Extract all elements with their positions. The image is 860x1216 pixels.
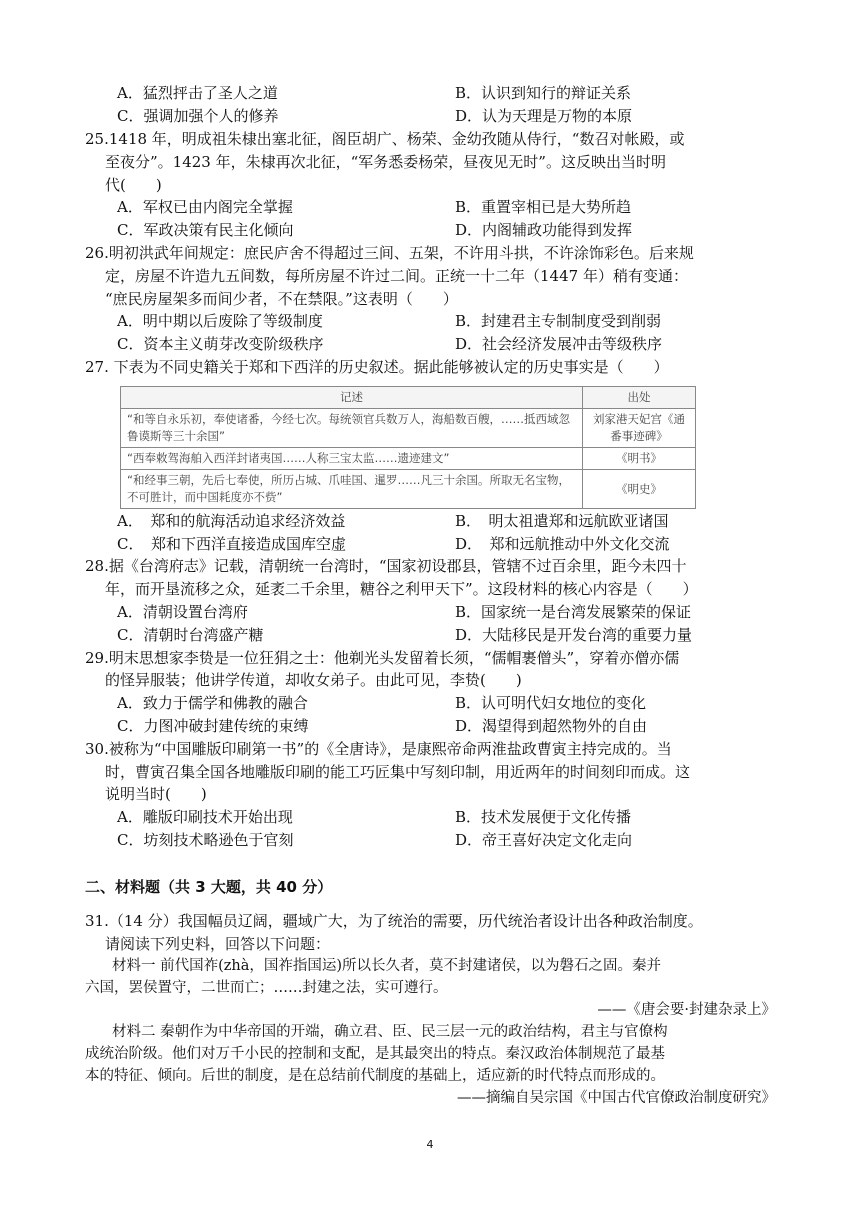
q30-option-a: A．雕版印刷技术开始出现	[117, 808, 293, 826]
q24-option-d: D．认为天理是万物的本原	[455, 107, 633, 125]
q30-stem-line3: 说明当时( )	[105, 785, 207, 803]
material-2-line1: 材料二 秦朝作为中华帝国的开端，确立君、臣、民三层一元的政治结构，君主与官僚构	[112, 1024, 668, 1040]
q30-option-d: D．帝王喜好决定文化走向	[455, 831, 633, 849]
table-cell-source: 《明史》	[583, 470, 696, 509]
q28-stem-line1: 28.据《台湾府志》记载，清朝统一台湾时，“国家初设郡县，管辖不过百余里，距今未四十	[85, 557, 687, 575]
table-cell-source: 《明书》	[583, 448, 696, 470]
q28-option-b: B．国家统一是台湾发展繁荣的保证	[455, 603, 692, 621]
section-title: 二、材料题（共 3 大题，共 40 分）	[85, 878, 333, 896]
q25-stem-line3: 代( )	[105, 176, 162, 194]
table-header-record: 记述	[121, 387, 583, 409]
material-2-line2: 成统治阶级。他们对万千小民的控制和支配，是其最突出的特点。秦汉政治体制规范了最基	[85, 1046, 665, 1062]
q26-stem-line3: “庶民房屋架多而间少者，不在禁限。”这表明（ ）	[105, 290, 458, 308]
page-number: 4	[426, 1138, 434, 1151]
q26-option-a: A．明中期以后废除了等级制度	[117, 312, 323, 330]
q26-option-b: B．封建君主专制制度受到削弱	[455, 312, 662, 330]
q24-option-c: C．强调加强个人的修养	[117, 107, 279, 125]
q25-option-c: C．军政决策有民主化倾向	[117, 221, 294, 239]
table-row	[121, 448, 696, 470]
q27-option-a: A． 郑和的航海活动追求经济效益	[117, 512, 346, 530]
q25-stem-line1: 25.1418 年，明成祖朱棣出塞北征，阁臣胡广、杨荣、金幼孜随从侍行，“数召对帐殿，或	[85, 130, 685, 148]
q26-option-d: D．社会经济发展冲击等级秩序	[455, 335, 663, 353]
table-cell-record: “和等自永乐初，奉使诸番，今经七次。每统领官兵数万人，海船数百艘，……抵西域忽鲁谟斯等三十余国”	[121, 409, 583, 448]
q27-option-c: C． 郑和下西洋直接造成国库空虚	[117, 535, 346, 553]
table-header-source: 出处	[583, 387, 696, 409]
q29-option-b: B．认可明代妇女地位的变化	[455, 694, 647, 712]
q28-option-a: A．清朝设置台湾府	[117, 603, 248, 621]
table-row	[121, 470, 696, 509]
q29-option-d: D．渴望得到超然物外的自由	[455, 717, 648, 735]
q26-stem-line1: 26.明初洪武年间规定：庶民庐舍不得超过三间、五架，不许用斗拱，不许涂饰彩色。后来规	[85, 244, 694, 262]
q30-stem-line2: 时，曹寅召集全国各地雕版印刷的能工巧匠集中写刻印制，用近两年的时间刻印而成。这	[105, 763, 691, 781]
q29-stem-line2: 的怪异服装；他讲学传道，却收女弟子。由此可见，李贽( )	[105, 671, 522, 689]
q25-option-a: A．军权已由内阁完全掌握	[117, 198, 293, 216]
q31-stem-line1: 31.（14 分）我国幅员辽阔，疆域广大，为了统治的需要，历代统治者设计出各种政治制度。	[85, 912, 703, 930]
q24-option-a: A．猛烈抨击了圣人之道	[117, 84, 278, 102]
q27-stem: 27. 下表为不同史籍关于郑和下西洋的历史叙述。据此能够被认定的历史事实是（ ）	[85, 358, 669, 376]
q25-stem-line2: 至夜分”。1423 年，朱棣再次北征，“军务悉委杨荣，昼夜见无时”。这反映出当时明	[105, 153, 666, 171]
q29-option-a: A．致力于儒学和佛教的融合	[117, 694, 308, 712]
q31-stem-line2: 请阅读下列史料，回答以下问题：	[105, 935, 331, 953]
q30-option-c: C．坊刻技术略逊色于官刻	[117, 831, 294, 849]
q27-option-d: D． 郑和远航推动中外文化交流	[455, 535, 670, 553]
material-2-source: ——摘编自吴宗国《中国古代官僚政治制度研究》	[457, 1090, 776, 1106]
q25-option-d: D．内阁辅政功能得到发挥	[455, 221, 633, 239]
material-1-line1: 材料一 前代国祚(zhà，国祚指国运)所以长久者，莫不封建诸侯，以为磐石之固。秦并	[112, 958, 662, 974]
table-header-row	[121, 387, 696, 409]
q30-option-b: B．技术发展便于文化传播	[455, 808, 632, 826]
q28-option-c: C．清朝时台湾盛产糖	[117, 626, 264, 644]
q29-stem-line1: 29.明末思想家李贽是一位狂狷之士：他剃光头发留着长须，“儒帽裹僧头”，穿着亦僧亦儒	[85, 649, 680, 667]
zheng-he-records-table	[120, 386, 696, 509]
material-1-source: ——《唐会要·封建杂录上》	[597, 1002, 776, 1018]
q28-option-d: D．大陆移民是开发台湾的重要力量	[455, 626, 693, 644]
q27-option-b: B． 明太祖遣郑和远航欧亚诸国	[455, 512, 669, 530]
q24-option-b: B．认识到知行的辩证关系	[455, 84, 632, 102]
table-cell-source: 刘家港天妃宫《通番事迹碑》	[583, 409, 696, 448]
material-1-line2: 六国，罢侯置守，二世而亡；……封建之法，实可遵行。	[85, 980, 448, 996]
table-cell-record: “和经事三朝，先后七奉使，所历占城、爪哇国、暹罗……凡三十余国。所取无名宝物，不可胜计，而中国耗度亦不赀”	[121, 470, 583, 509]
q30-stem-line1: 30.被称为“中国雕版印刷第一书”的《全唐诗》，是康熙帝命两淮盐政曹寅主持完成的。当	[85, 740, 672, 758]
material-2-line3: 本的特征、倾向。后世的制度，是在总结前代制度的基础上，适应新的时代特点而形成的。	[85, 1068, 665, 1084]
q25-option-b: B．重置宰相已是大势所趋	[455, 198, 632, 216]
table-cell-record: “西奉敕驾海舶入西洋封诸夷国……人称三宝太监……遗迹建文”	[121, 448, 583, 470]
q26-stem-line2: 定，房屋不许造九五间数，每所房屋不许过二间。正统一十二年（1447 年）稍有变通：	[105, 267, 688, 285]
q28-stem-line2: 年，而开垦流移之众，延袤二千余里，糖谷之利甲天下”。这段材料的核心内容是（ ）	[105, 580, 698, 598]
table-row	[121, 409, 696, 448]
q26-option-c: C．资本主义萌芽改变阶级秩序	[117, 335, 324, 353]
q29-option-c: C．力图冲破封建传统的束缚	[117, 717, 309, 735]
